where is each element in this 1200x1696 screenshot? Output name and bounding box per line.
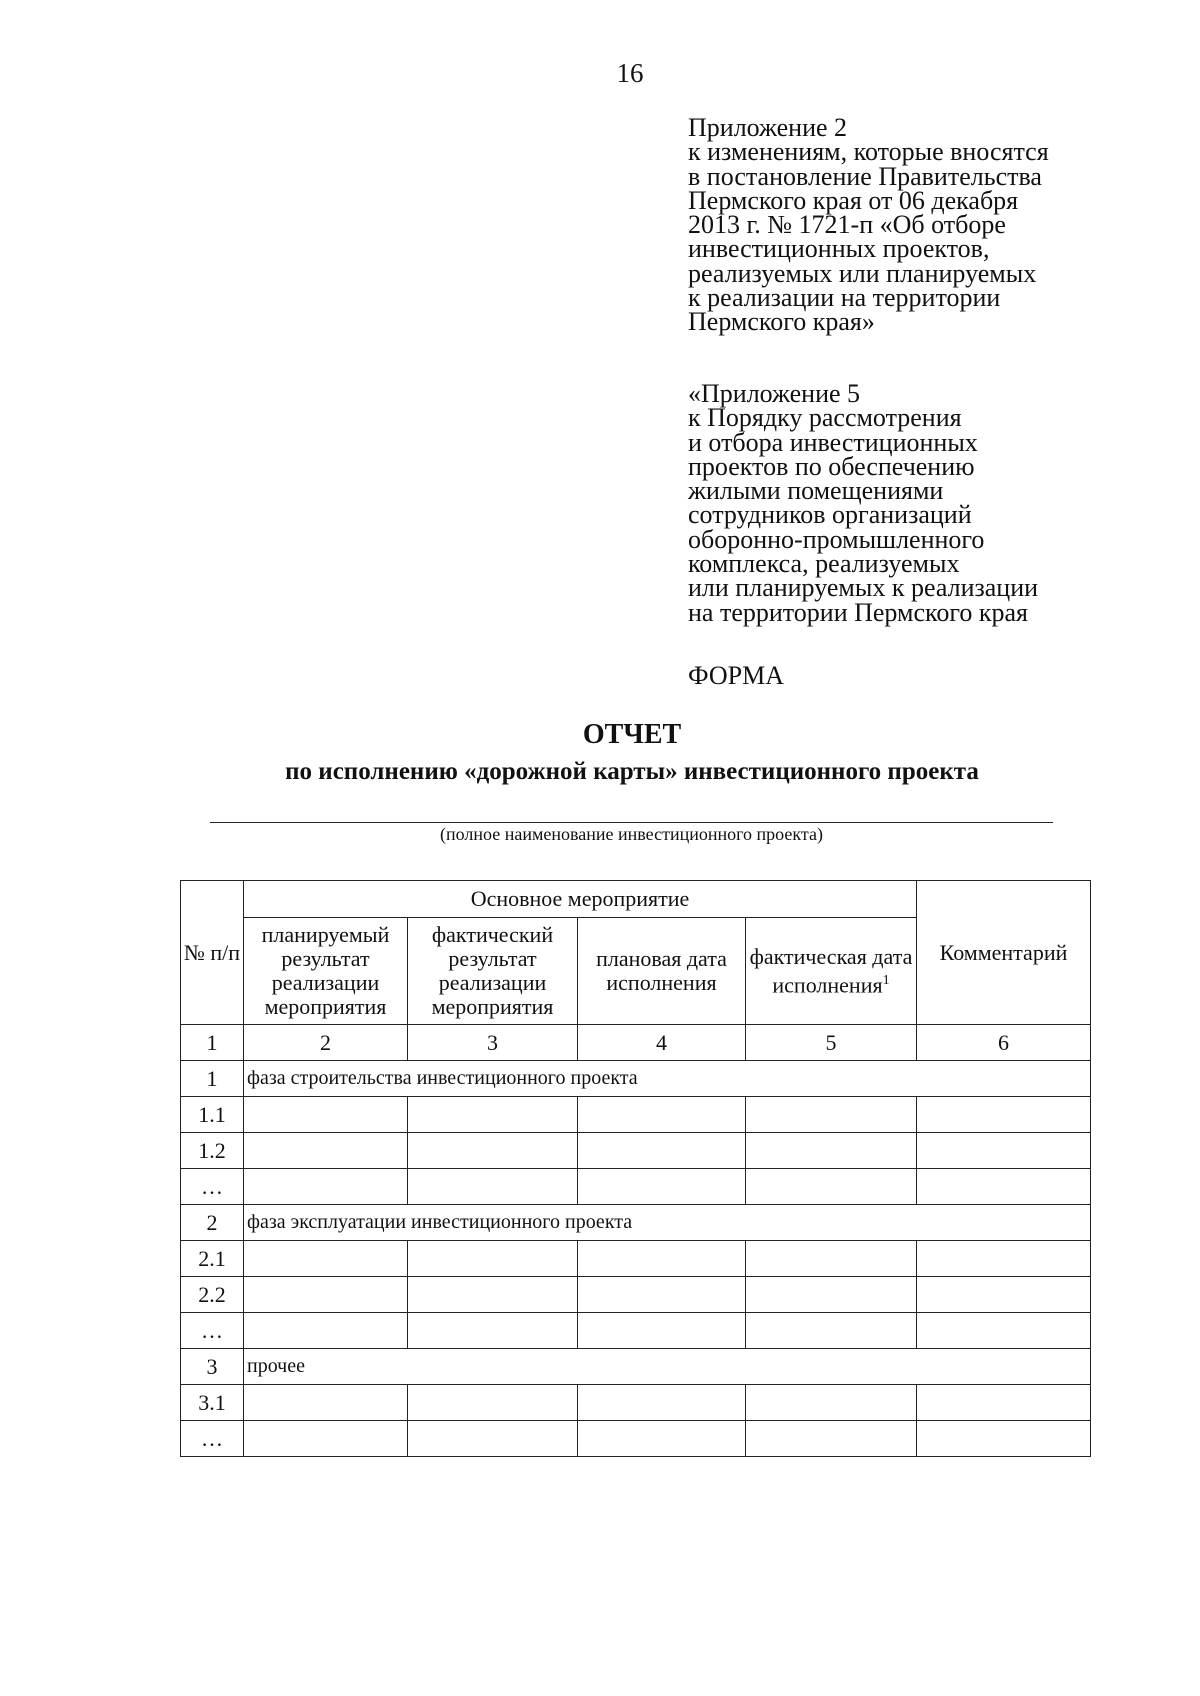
page-number: 16 <box>616 58 644 88</box>
appendix-line: сотрудников организаций <box>688 500 972 530</box>
table-cell <box>746 1385 917 1421</box>
row-number: … <box>181 1313 244 1349</box>
phase-row <box>181 1061 1091 1097</box>
number-column-header: № п/п <box>181 881 244 1025</box>
report-subtitle: по исполнению «дорожной карты» инвестиционного проекта <box>285 758 979 785</box>
phase-title: фаза строительства инвестиционного проекта <box>244 1061 1091 1097</box>
table-cell <box>578 1313 746 1349</box>
footnote-mark: 1 <box>882 972 890 988</box>
row-number: 3 <box>181 1349 244 1385</box>
table-cell <box>408 1097 578 1133</box>
table-cell <box>244 1421 408 1457</box>
row-number: … <box>181 1421 244 1457</box>
table-cell <box>746 1133 917 1169</box>
appendix-line: реализуемых или планируемых <box>688 258 1037 288</box>
table-cell <box>244 1241 408 1277</box>
table-cell <box>244 1385 408 1421</box>
table-row <box>181 1277 1091 1313</box>
table-cell <box>408 1169 578 1205</box>
row-number: 2.2 <box>181 1277 244 1313</box>
table-row <box>181 1385 1091 1421</box>
report-title: ОТЧЕТ <box>582 719 682 750</box>
table-cell <box>746 1169 917 1205</box>
actual-result-header: фактический результат реализации мероприятия <box>408 918 578 1025</box>
appendix-line: на территории Пермского края <box>688 597 1028 627</box>
appendix-line: и отбора инвестиционных <box>688 427 978 457</box>
road-map-table <box>180 880 1091 1457</box>
row-number: 2.1 <box>181 1241 244 1277</box>
table-cell <box>408 1277 578 1313</box>
table-row <box>181 1421 1091 1457</box>
table-cell <box>408 1313 578 1349</box>
table-cell <box>408 1385 578 1421</box>
appendix-2-reference <box>688 113 1108 337</box>
table-row <box>181 1241 1091 1277</box>
table-cell <box>578 1421 746 1457</box>
planned-date-header: плановая дата исполнения <box>578 918 746 1025</box>
table-cell <box>917 1277 1091 1313</box>
appendix-line: или планируемых к реализации <box>688 573 1039 603</box>
table-row <box>181 1313 1091 1349</box>
table-cell <box>408 1241 578 1277</box>
table-cell <box>746 1277 917 1313</box>
table-row <box>181 1133 1091 1169</box>
table-cell <box>917 1133 1091 1169</box>
appendix-line: жилыми помещениями <box>688 476 944 506</box>
table-cell <box>917 1385 1091 1421</box>
appendix-5-reference <box>688 379 1108 627</box>
column-numbers-row <box>181 1025 1091 1061</box>
column-number: 2 <box>244 1025 408 1061</box>
table-cell <box>746 1313 917 1349</box>
table-cell <box>917 1169 1091 1205</box>
appendix-line: 2013 г. № 1721-п «Об отборе <box>688 210 1006 240</box>
appendix-line: к Порядку рассмотрения <box>688 403 962 433</box>
appendix-line: комплекса, реализуемых <box>688 549 960 579</box>
appendix-line: к реализации на территории <box>688 283 1001 313</box>
table-cell <box>244 1133 408 1169</box>
column-number: 1 <box>181 1025 244 1061</box>
table-cell <box>408 1133 578 1169</box>
table-cell <box>244 1169 408 1205</box>
row-number: 1.1 <box>181 1097 244 1133</box>
table-cell <box>578 1385 746 1421</box>
table-cell <box>746 1421 917 1457</box>
appendix-line: к изменениям, которые вносятся <box>688 137 1049 167</box>
project-name-line <box>210 822 1053 823</box>
table-cell <box>244 1097 408 1133</box>
comment-column-header: Комментарий <box>917 881 1091 1025</box>
appendix-line: Приложение 2 <box>688 113 848 142</box>
main-activity-header: Основное мероприятие <box>244 881 917 918</box>
table-cell <box>244 1313 408 1349</box>
table-row <box>181 1169 1091 1205</box>
table-cell <box>917 1313 1091 1349</box>
row-number: … <box>181 1169 244 1205</box>
phase-row <box>181 1205 1091 1241</box>
table-cell <box>746 1097 917 1133</box>
project-name-caption: (полное наименование инвестиционного проекта) <box>440 824 823 844</box>
table-cell <box>408 1421 578 1457</box>
phase-title: фаза эксплуатации инвестиционного проекта <box>244 1205 1091 1241</box>
table-cell <box>917 1097 1091 1133</box>
appendix-line: оборонно-промышленного <box>688 524 985 554</box>
appendix-line: проектов по обеспечению <box>688 451 975 481</box>
appendix-line: Пермского края от 06 декабря <box>688 185 1019 215</box>
column-number: 4 <box>578 1025 746 1061</box>
form-label: ФОРМА <box>688 661 784 690</box>
table-cell <box>244 1277 408 1313</box>
appendix-line: инвестиционных проектов, <box>688 234 990 264</box>
table-cell <box>746 1241 917 1277</box>
row-number: 1.2 <box>181 1133 244 1169</box>
phase-row <box>181 1349 1091 1385</box>
table-cell <box>578 1169 746 1205</box>
table-cell <box>578 1097 746 1133</box>
actual-date-header-text: фактическая дата исполнения <box>749 943 913 998</box>
phase-title: прочее <box>244 1349 1091 1385</box>
table-cell <box>578 1241 746 1277</box>
appendix-line: «Приложение 5 <box>688 379 861 408</box>
actual-date-header <box>746 918 917 1025</box>
appendix-line: в постановление Правительства <box>688 161 1042 191</box>
column-number: 5 <box>746 1025 917 1061</box>
row-number: 3.1 <box>181 1385 244 1421</box>
table-cell <box>917 1241 1091 1277</box>
appendix-line: Пермского края» <box>688 307 875 337</box>
table-row <box>181 1097 1091 1133</box>
column-number: 3 <box>408 1025 578 1061</box>
planned-result-header: планируемый результат реализации мероприятия <box>244 918 408 1025</box>
row-number: 2 <box>181 1205 244 1241</box>
table-cell <box>917 1421 1091 1457</box>
table-cell <box>578 1277 746 1313</box>
table-cell <box>578 1133 746 1169</box>
row-number: 1 <box>181 1061 244 1097</box>
column-number: 6 <box>917 1025 1091 1061</box>
